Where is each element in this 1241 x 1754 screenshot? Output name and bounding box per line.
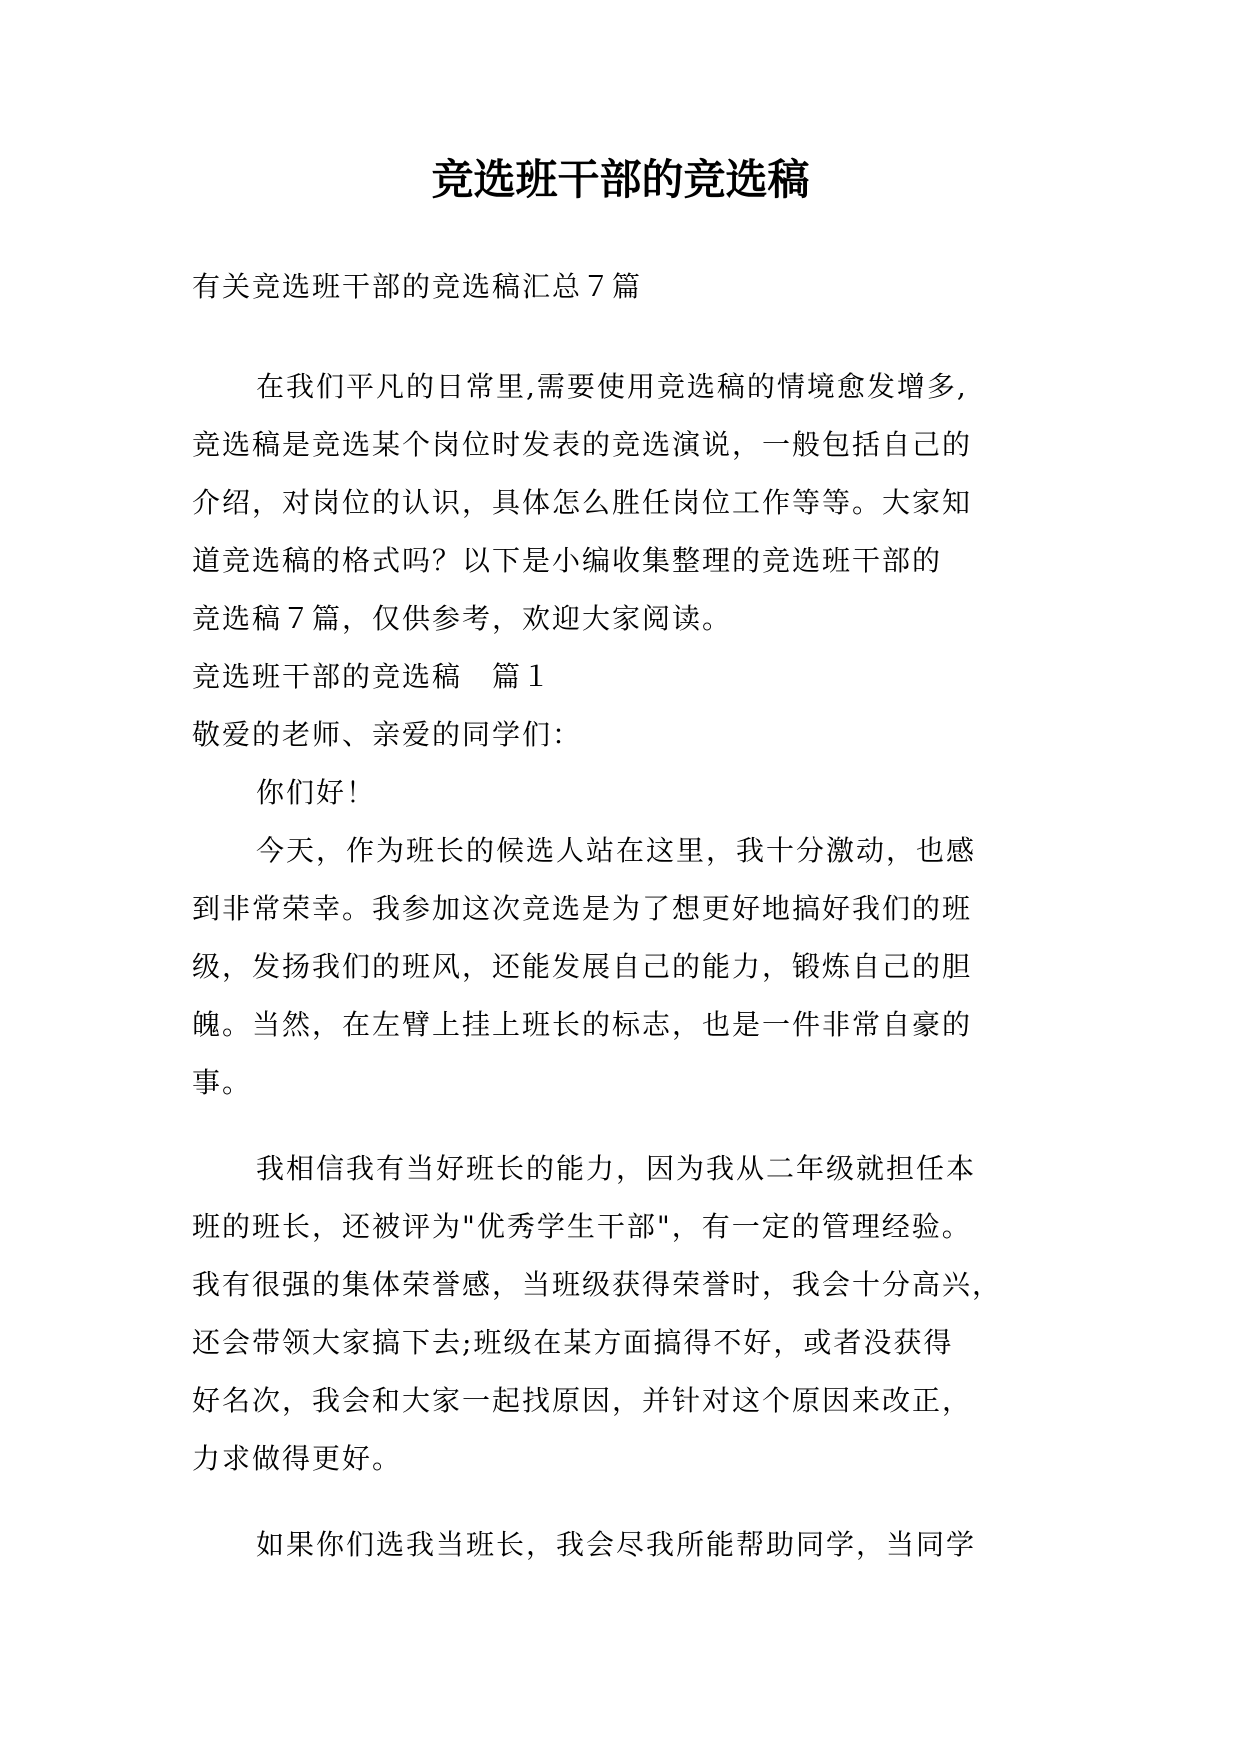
paragraph-line: 魄。当然，在左臂上挂上班长的标志，也是一件非常自豪的 — [192, 1008, 973, 1041]
paragraph-3 — [192, 1516, 1072, 1574]
paragraph-line: 我相信我有当好班长的能力，因为我从二年级就担任本 — [256, 1152, 977, 1185]
paragraph-line: 今天，作为班长的候选人站在这里，我十分激动，也感 — [256, 834, 977, 867]
paragraph-line: 事。 — [192, 1066, 253, 1099]
paragraph-line: 如果你们选我当班长，我会尽我所能帮助同学，当同学 — [256, 1528, 977, 1561]
paragraph-2 — [192, 1140, 1072, 1488]
intro-paragraph — [192, 358, 1072, 648]
paragraph-line: 到非常荣幸。我参加这次竞选是为了想更好地搞好我们的班 — [192, 892, 973, 925]
paragraph-1 — [192, 822, 1072, 1112]
paragraph-line: 力求做得更好。 — [192, 1442, 403, 1475]
paragraph-line: 还会带领大家搞下去;班级在某方面搞得不好，或者没获得 — [192, 1326, 954, 1359]
paragraph-line: 我有很强的集体荣誉感，当班级获得荣誉时，我会十分高兴， — [192, 1268, 1003, 1301]
paragraph-line: 竞选稿７篇，仅供参考，欢迎大家阅读。 — [192, 602, 733, 635]
paragraph-line: 班的班长，还被评为"优秀学生干部"，有一定的管理经验。 — [192, 1210, 972, 1243]
salutation — [192, 706, 1072, 764]
section-heading-text: 竞选班干部的竞选稿 篇１ — [192, 660, 553, 693]
paragraph-line: 道竞选稿的格式吗？以下是小编收集整理的竞选班干部的 — [192, 544, 943, 577]
paragraph-line: 好名次，我会和大家一起找原因，并针对这个原因来改正， — [192, 1384, 973, 1417]
paragraph-line: 在我们平凡的日常里,需要使用竞选稿的情境愈发增多, — [256, 370, 968, 403]
greeting-text: 你们好！ — [256, 776, 377, 809]
document-title: 竞选班干部的竞选稿 — [431, 155, 810, 204]
paragraph-line: 级，发扬我们的班风，还能发展自己的能力，锻炼自己的胆 — [192, 950, 973, 983]
document-subtitle — [192, 258, 1072, 316]
paragraph-line: 介绍，对岗位的认识，具体怎么胜任岗位工作等等。大家知 — [192, 486, 973, 519]
subtitle-text: 有关竞选班干部的竞选稿汇总７篇 — [192, 270, 643, 303]
salutation-text: 敬爱的老师、亲爱的同学们： — [192, 718, 583, 751]
greeting — [192, 764, 1072, 822]
paragraph-line: 竞选稿是竞选某个岗位时发表的竞选演说，一般包括自己的 — [192, 428, 973, 461]
section-heading — [192, 648, 1072, 706]
